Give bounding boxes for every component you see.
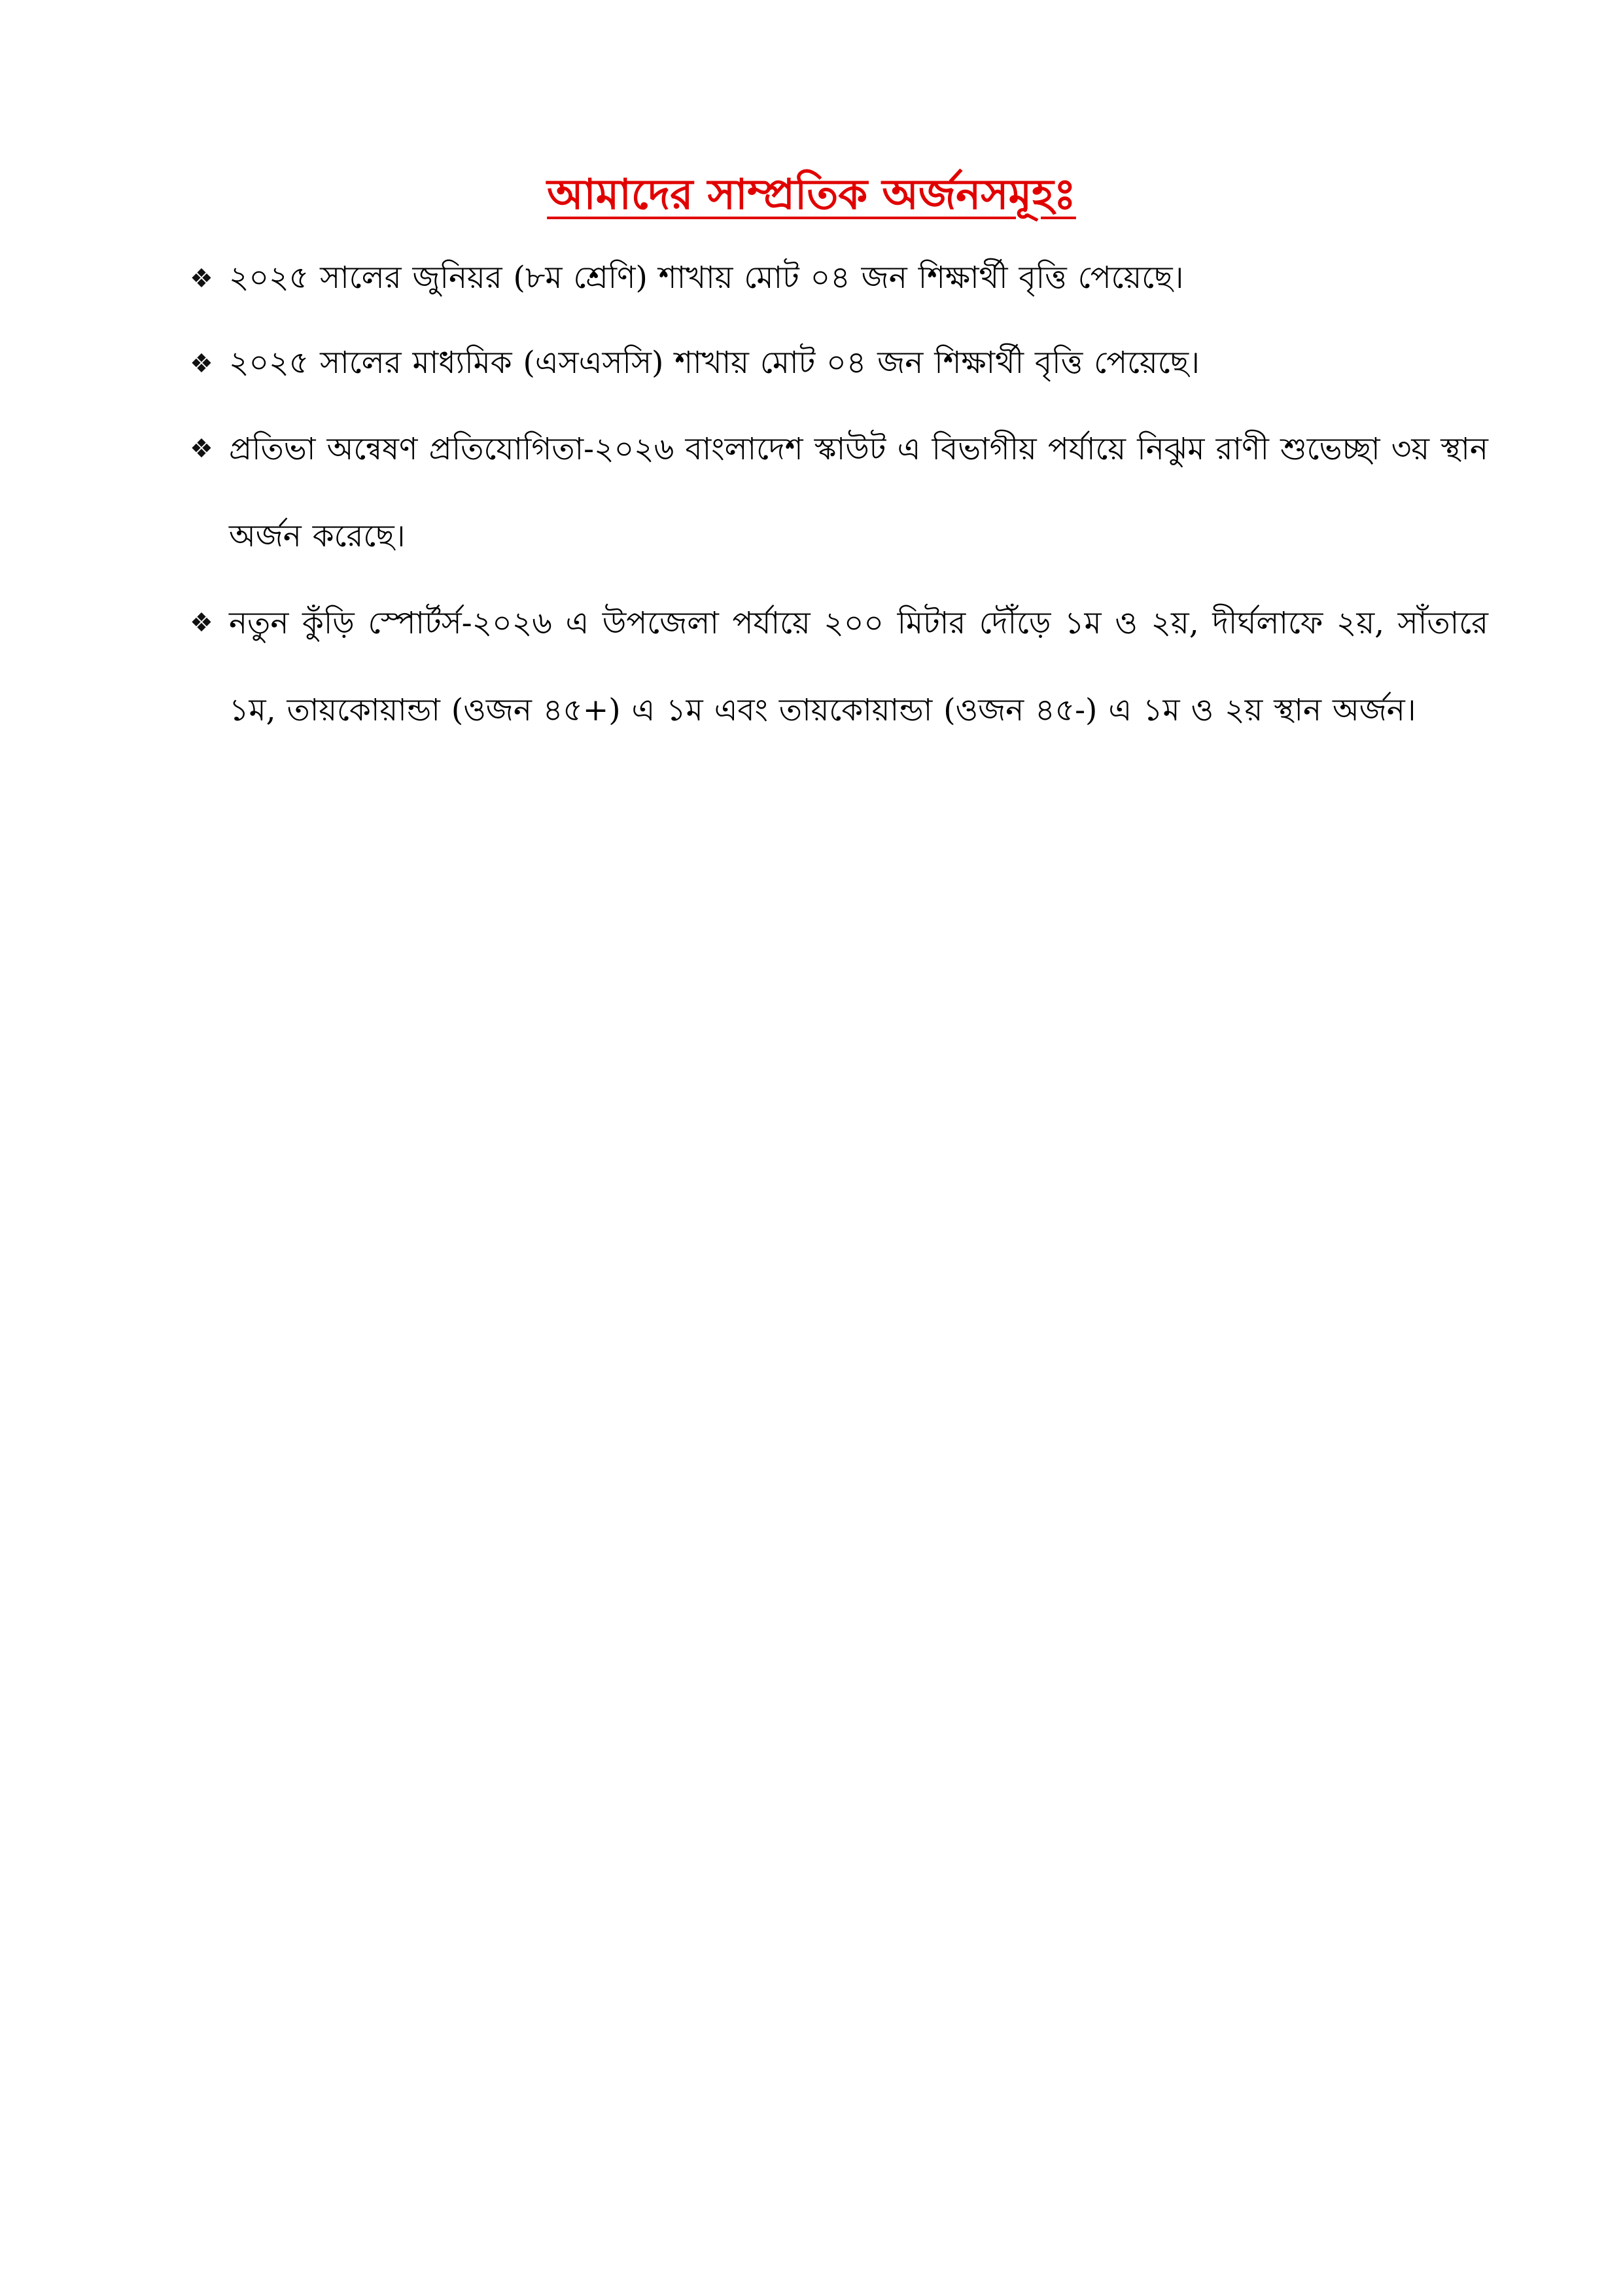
four-diamond-bullet-icon: ❖ (190, 608, 213, 638)
four-diamond-bullet-icon: ❖ (190, 434, 213, 464)
list-item (190, 236, 1488, 321)
four-diamond-bullet-icon: ❖ (190, 349, 213, 379)
list-item (190, 406, 1488, 580)
achievement-text: প্রতিভা অন্বেষণ প্রতিযোগিতা-২০২৬ বাংলাদেশ স্কাউট এ বিভাগীয় পর্যায়ে নিঝুম রাণী শুভেচ্ছা ৩য় স্থান অর্জন করেছে। (229, 431, 1488, 554)
achievement-text: নতুন কুঁড়ি স্পোর্টর্স-২০২৬ এ উপজেলা পর্যায়ে ২০০ মিটার দৌঁড়ে ১ম ও ২য়, দীর্ঘলাফে ২য়, সাঁতারে ১ম, তায়কোয়ান্ডা (ওজন ৪৫+) এ ১ম এবং তায়কোয়ান্ডা (ওজন ৪৫-) এ ১ম ও ২য় স্থান অর্জন। (229, 605, 1488, 728)
achievement-list (190, 236, 1488, 754)
list-item (190, 321, 1488, 406)
achievement-text: ২০২৫ সালের জুনিয়র (৮ম শ্রেণি) শাখায় মোট ০৪ জন শিক্ষার্থী বৃত্তি পেয়েছে। (229, 260, 1184, 296)
four-diamond-bullet-icon: ❖ (190, 264, 213, 294)
list-item (190, 580, 1488, 754)
page-title: আমাদের সাম্প্রতিক অর্জনসমূহঃ (547, 170, 1076, 219)
achievement-text: ২০২৫ সালের মাধ্যমিক (এসএসসি) শাখায় মোট ০৪ জন শিক্ষার্থী বৃত্তি পেয়েছে। (229, 345, 1200, 381)
